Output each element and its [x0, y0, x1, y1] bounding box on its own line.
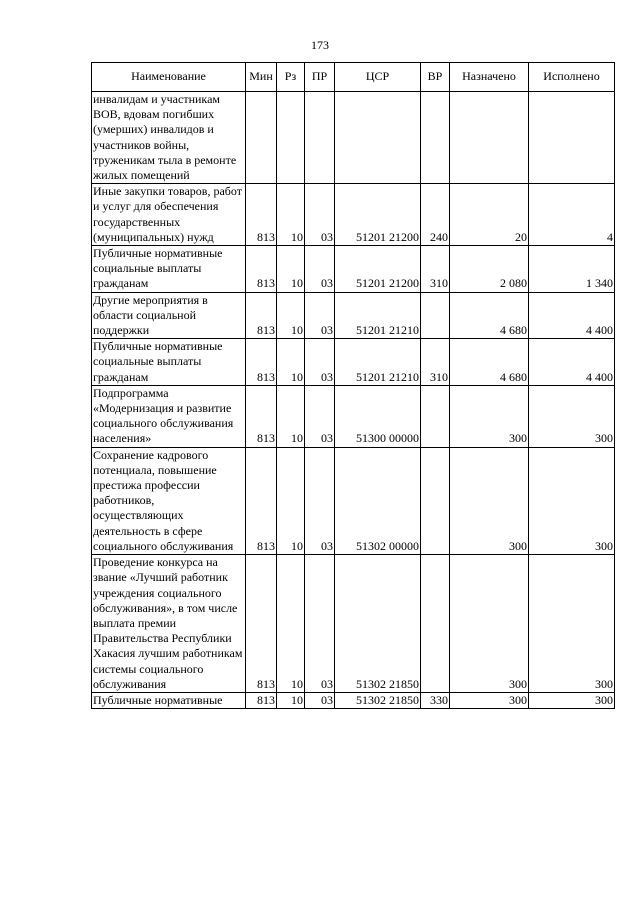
- cell-csr: 51201 21200: [335, 184, 421, 246]
- column-header-vr: ВР: [421, 63, 450, 92]
- page-number: 173: [311, 38, 329, 52]
- cell-assigned: 2 080: [450, 246, 529, 293]
- column-header-min: Мин: [246, 63, 277, 92]
- cell-assigned: 300: [450, 555, 529, 693]
- cell-csr: [335, 92, 421, 184]
- cell-csr: 51302 00000: [335, 447, 421, 554]
- cell-vr: 310: [421, 246, 450, 293]
- cell-min: 813: [246, 339, 277, 386]
- table-row: [92, 555, 615, 693]
- cell-assigned: 4 680: [450, 292, 529, 339]
- column-header-csr: ЦСР: [335, 63, 421, 92]
- table-header-row: [92, 63, 615, 92]
- cell-assigned: 300: [450, 692, 529, 708]
- cell-name: Публичные нормативные: [92, 692, 246, 708]
- cell-name: Публичные нормативные социальные выплаты гражданам: [92, 339, 246, 386]
- cell-assigned: [450, 92, 529, 184]
- cell-assigned: 4 680: [450, 339, 529, 386]
- column-header-assigned: Назначено: [450, 63, 529, 92]
- cell-rz: 10: [277, 184, 305, 246]
- cell-executed: [529, 92, 615, 184]
- cell-min: [246, 92, 277, 184]
- table-row: [92, 246, 615, 293]
- cell-csr: 51201 21200: [335, 246, 421, 293]
- budget-table: [91, 62, 615, 709]
- cell-min: 813: [246, 385, 277, 447]
- cell-assigned: 300: [450, 385, 529, 447]
- cell-rz: 10: [277, 385, 305, 447]
- cell-min: 813: [246, 184, 277, 246]
- cell-executed: 300: [529, 692, 615, 708]
- column-header-executed: Исполнено: [529, 63, 615, 92]
- cell-csr: 51300 00000: [335, 385, 421, 447]
- cell-rz: 10: [277, 447, 305, 554]
- table-row: [92, 92, 615, 184]
- cell-min: 813: [246, 447, 277, 554]
- cell-pr: 03: [305, 555, 335, 693]
- cell-rz: [277, 92, 305, 184]
- table-row: [92, 385, 615, 447]
- cell-vr: [421, 292, 450, 339]
- table-row: [92, 292, 615, 339]
- cell-vr: [421, 555, 450, 693]
- cell-executed: 300: [529, 385, 615, 447]
- cell-pr: 03: [305, 292, 335, 339]
- cell-vr: 330: [421, 692, 450, 708]
- cell-min: 813: [246, 555, 277, 693]
- cell-rz: 10: [277, 555, 305, 693]
- cell-vr: [421, 447, 450, 554]
- cell-rz: 10: [277, 246, 305, 293]
- cell-pr: 03: [305, 385, 335, 447]
- cell-assigned: 300: [450, 447, 529, 554]
- cell-pr: 03: [305, 339, 335, 386]
- cell-name: Публичные нормативные социальные выплаты гражданам: [92, 246, 246, 293]
- cell-pr: 03: [305, 447, 335, 554]
- cell-assigned: 20: [450, 184, 529, 246]
- cell-pr: 03: [305, 692, 335, 708]
- cell-rz: 10: [277, 339, 305, 386]
- cell-name: Другие мероприятия в области социальной поддержки: [92, 292, 246, 339]
- cell-executed: 4 400: [529, 292, 615, 339]
- cell-min: 813: [246, 292, 277, 339]
- table-row: [92, 447, 615, 554]
- cell-name: Проведение конкурса на звание «Лучший работник учреждения социального обслуживания», в том числе выплата премии Правительства Республики Хакасия лучшим работникам системы социального обслуживания: [92, 555, 246, 693]
- cell-pr: 03: [305, 246, 335, 293]
- cell-vr: 310: [421, 339, 450, 386]
- cell-name: Сохранение кадрового потенциала, повышение престижа профессии работников, осуществляющих деятельность в сфере социального обслуживания: [92, 447, 246, 554]
- cell-name: Иные закупки товаров, работ и услуг для обеспечения государственных (муниципальных) нужд: [92, 184, 246, 246]
- cell-executed: 4: [529, 184, 615, 246]
- cell-executed: 300: [529, 555, 615, 693]
- cell-csr: 51201 21210: [335, 292, 421, 339]
- cell-rz: 10: [277, 692, 305, 708]
- cell-executed: 4 400: [529, 339, 615, 386]
- cell-csr: 51302 21850: [335, 692, 421, 708]
- cell-vr: [421, 385, 450, 447]
- table-row: [92, 184, 615, 246]
- cell-csr: 51302 21850: [335, 555, 421, 693]
- table-row: [92, 692, 615, 708]
- table-row: [92, 339, 615, 386]
- cell-name: инвалидам и участникам ВОВ, вдовам погибших (умерших) инвалидов и участников войны, труженикам тыла в ремонте жилых помещений: [92, 92, 246, 184]
- cell-executed: 1 340: [529, 246, 615, 293]
- cell-pr: [305, 92, 335, 184]
- cell-rz: 10: [277, 292, 305, 339]
- column-header-name: Наименование: [92, 63, 246, 92]
- column-header-pr: ПР: [305, 63, 335, 92]
- cell-pr: 03: [305, 184, 335, 246]
- column-header-rz: Рз: [277, 63, 305, 92]
- cell-min: 813: [246, 246, 277, 293]
- cell-csr: 51201 21210: [335, 339, 421, 386]
- cell-vr: [421, 92, 450, 184]
- cell-name: Подпрограмма «Модернизация и развитие социального обслуживания населения»: [92, 385, 246, 447]
- cell-executed: 300: [529, 447, 615, 554]
- cell-min: 813: [246, 692, 277, 708]
- cell-vr: 240: [421, 184, 450, 246]
